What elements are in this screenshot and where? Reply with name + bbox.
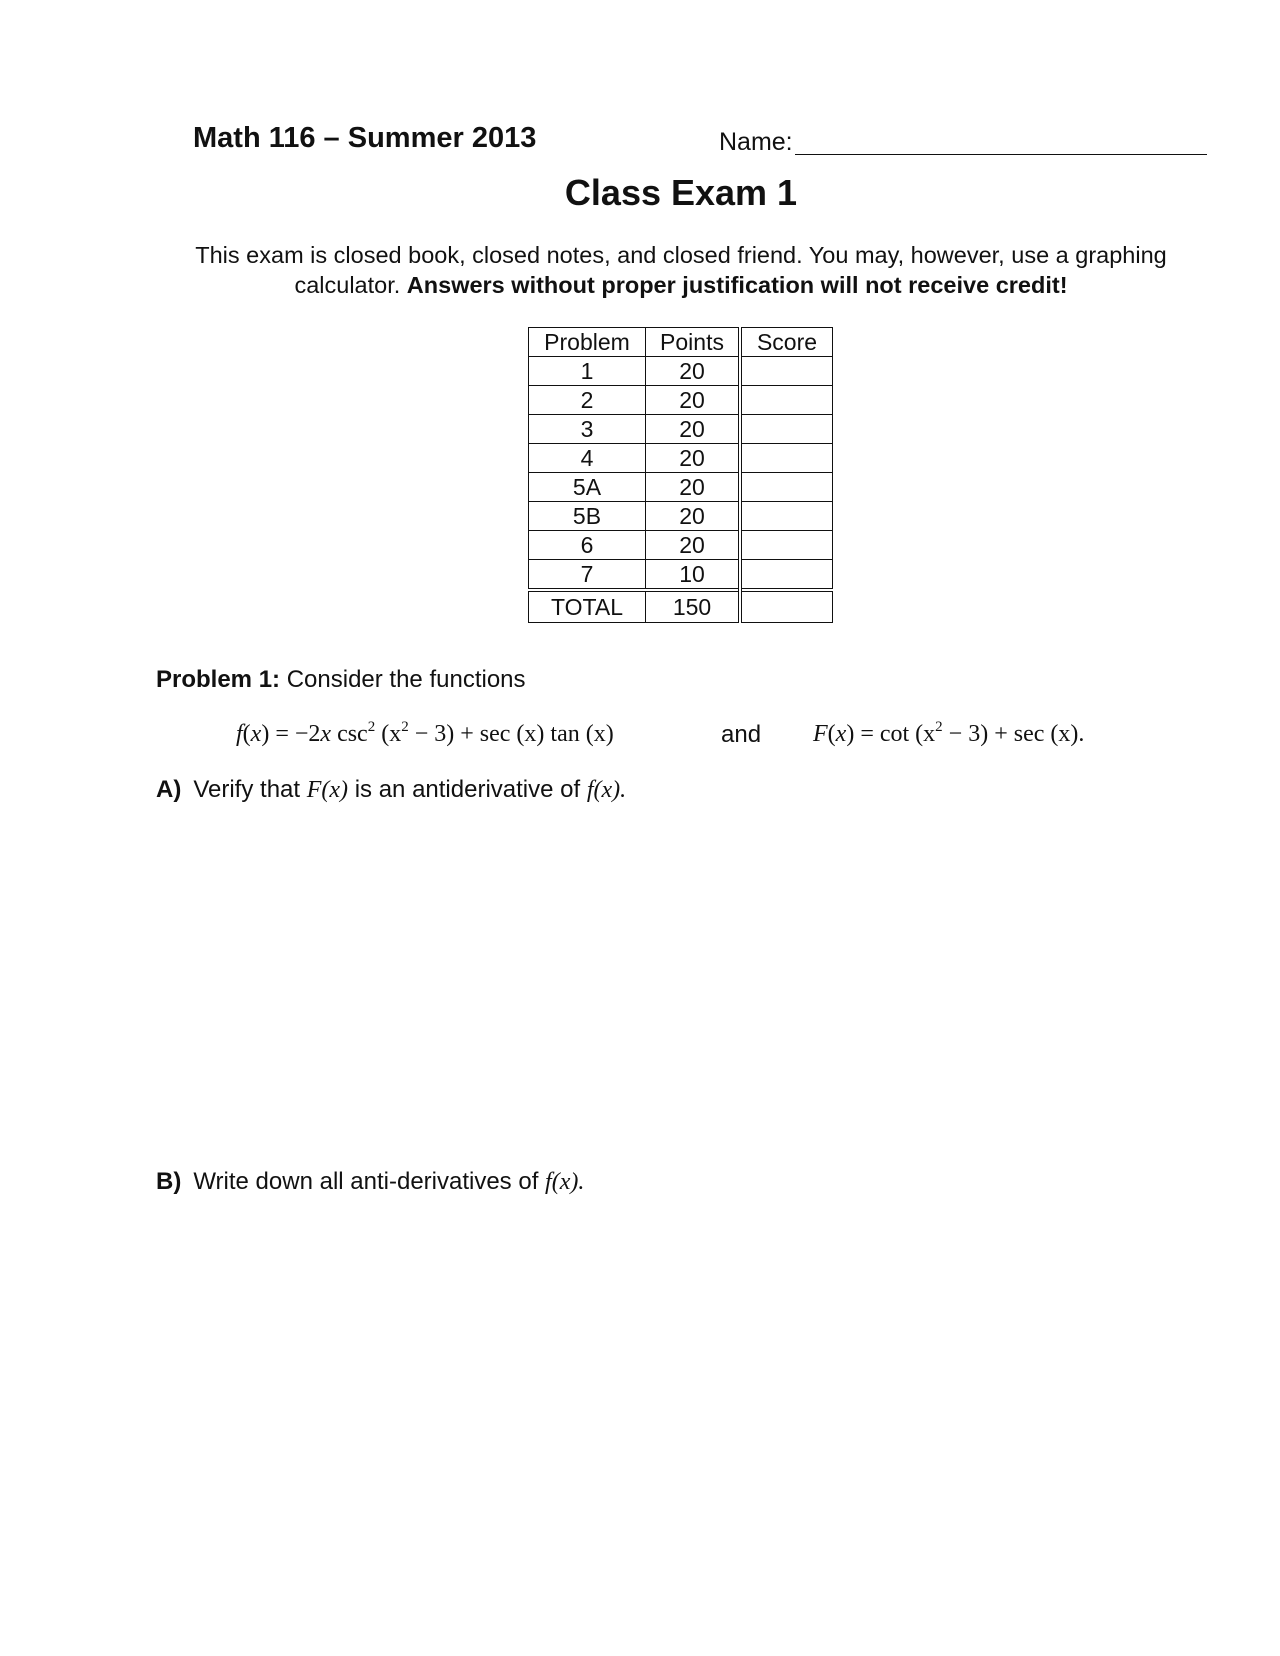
f-rhs-b: csc xyxy=(337,721,368,747)
table-row xyxy=(529,531,833,560)
problem-cell: 7 xyxy=(529,560,646,591)
points-cell: 10 xyxy=(646,560,741,591)
score-table-header xyxy=(529,328,833,357)
table-row xyxy=(529,473,833,502)
f-csc-exponent: 2 xyxy=(367,719,376,735)
equation-f: f(x) = −2x $\csc^2 (x^2 - 3) + \sec (x)$ tan (x) xyxy=(236,719,614,747)
name-label: Name: xyxy=(719,128,793,156)
instructions xyxy=(150,240,1212,300)
part-a-text-1: Verify that xyxy=(193,776,301,803)
points-cell: 20 xyxy=(646,357,741,386)
exam-title: Class Exam 1 xyxy=(564,172,798,213)
f-x-exponent: 2 xyxy=(401,719,409,735)
equation-F: $F(x) = \cot (x^2 - 3) + \sec (x)$. xyxy=(813,719,1085,747)
part-b xyxy=(156,1168,584,1196)
problem-cell: 3 xyxy=(529,415,646,444)
F-rhs-a: cot (x xyxy=(879,721,936,747)
problem-cell: 4 xyxy=(529,444,646,473)
part-a-text-2: is an antiderivative of xyxy=(354,776,581,803)
score-cell[interactable] xyxy=(740,531,833,560)
f-name: f xyxy=(236,721,243,747)
f-rhs-c: (x xyxy=(381,721,402,747)
F-name: F xyxy=(813,721,828,747)
score-cell[interactable] xyxy=(740,560,833,591)
points-cell: 20 xyxy=(646,531,741,560)
score-cell[interactable] xyxy=(740,415,833,444)
table-row xyxy=(529,560,833,591)
name-field-line[interactable] xyxy=(795,154,1207,155)
F-rhs-b: − 3) + sec (x). xyxy=(942,721,1085,747)
problem-cell: 5A xyxy=(529,473,646,502)
header-problem: Problem xyxy=(529,328,646,357)
part-b-label: B) xyxy=(156,1168,182,1195)
f-rhs-d: − 3) + sec (x) tan (x) xyxy=(408,721,614,747)
equation-and: and xyxy=(721,721,762,748)
points-cell: 20 xyxy=(646,502,741,531)
points-cell: 20 xyxy=(646,415,741,444)
total-score-cell[interactable] xyxy=(740,590,833,623)
problem-cell: 1 xyxy=(529,357,646,386)
problem-1-label: Problem 1: xyxy=(156,666,281,693)
course-title: Math 116 – Summer 2013 xyxy=(193,122,537,154)
table-row xyxy=(529,386,833,415)
total-label: TOTAL xyxy=(529,590,646,623)
part-a-label: A) xyxy=(156,776,182,803)
points-cell: 20 xyxy=(646,473,741,502)
table-row xyxy=(529,502,833,531)
instructions-text: This exam is closed book, closed notes, and closed friend. You may, however, use a graphing calculator. xyxy=(195,242,1167,298)
problem-1-intro: Consider the functions xyxy=(286,666,526,693)
F-x-exponent: 2 xyxy=(935,719,943,735)
header-points: Points xyxy=(646,328,741,357)
table-row xyxy=(529,357,833,386)
score-cell[interactable] xyxy=(740,357,833,386)
points-cell: 20 xyxy=(646,386,741,415)
score-cell[interactable] xyxy=(740,386,833,415)
part-b-f: f(x). xyxy=(545,1169,585,1195)
part-a-f: f(x). xyxy=(586,777,627,803)
problem-cell: 2 xyxy=(529,386,646,415)
problem-1-heading xyxy=(156,666,526,694)
score-table xyxy=(528,327,833,623)
header-score: Score xyxy=(740,328,833,357)
total-points: 150 xyxy=(646,590,741,623)
score-cell[interactable] xyxy=(740,502,833,531)
total-row xyxy=(529,590,833,623)
part-a xyxy=(156,776,626,804)
table-row xyxy=(529,444,833,473)
part-a-F: F(x) xyxy=(306,777,349,803)
table-row xyxy=(529,415,833,444)
f-rhs-a: −2 xyxy=(294,721,321,747)
score-cell[interactable] xyxy=(740,444,833,473)
f-var: x xyxy=(250,721,262,747)
points-cell: 20 xyxy=(646,444,741,473)
problem-cell: 5B xyxy=(529,502,646,531)
part-b-text: Write down all anti-derivatives of xyxy=(193,1168,539,1195)
problem-cell: 6 xyxy=(529,531,646,560)
score-cell[interactable] xyxy=(740,473,833,502)
instructions-warning: Answers without proper justification will not receive credit! xyxy=(406,272,1068,298)
